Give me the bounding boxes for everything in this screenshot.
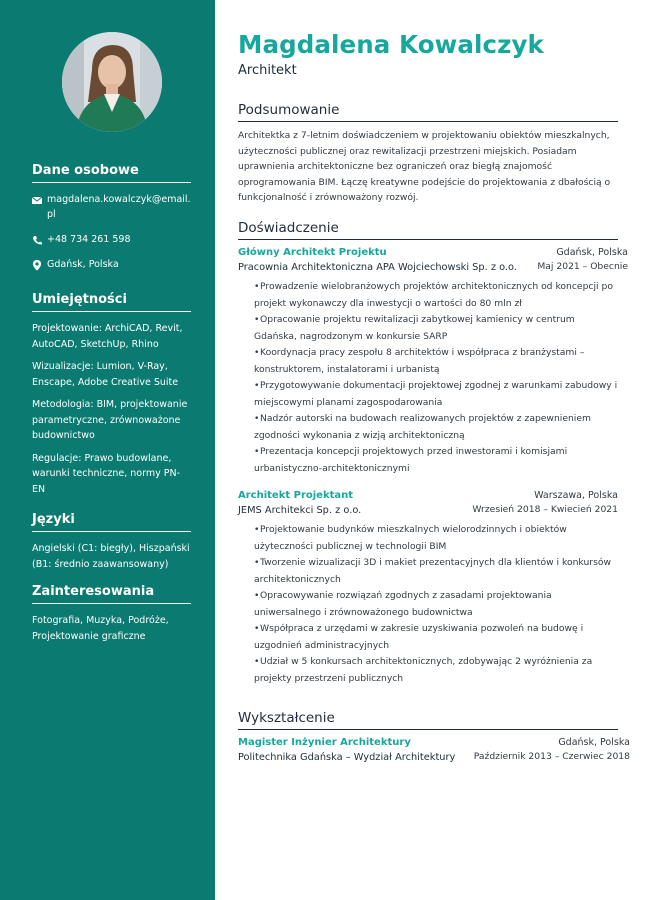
education-title: Wykształcenie — [238, 710, 618, 730]
education-section — [238, 710, 630, 765]
experience-section — [238, 220, 628, 687]
job-bullets — [238, 522, 618, 687]
job-location: Gdańsk, Polska — [556, 247, 628, 258]
job-title: Architekt Projektant — [238, 490, 354, 501]
languages-title: Języki — [32, 512, 191, 532]
bullet-item: •Opracowanie projektu rewitalizacji zabytkowej kamienicy w centrum Gdańska, nagrodzonym w konkursie SARP — [254, 314, 575, 342]
interests-section — [32, 584, 191, 651]
education-location: Gdańsk, Polska — [558, 737, 630, 748]
education-dates: Październik 2013 – Czerwiec 2018 — [473, 751, 630, 762]
education-entry — [238, 736, 630, 765]
degree-title: Magister Inżynier Architektury — [238, 737, 411, 748]
summary-title: Podsumowanie — [238, 102, 618, 122]
skills-section — [32, 292, 191, 504]
job-dates: Wrzesień 2018 – Kwiecień 2021 — [472, 504, 618, 515]
contact-title: Dane osobowe — [32, 163, 191, 183]
interests-title: Zainteresowania — [32, 584, 191, 604]
sidebar — [0, 0, 215, 900]
bullet-item: •Projektowanie budynków mieszkalnych wielorodzinnych i obiektów użyteczności publicznej w technologii BIM — [254, 524, 567, 552]
summary-section — [238, 102, 618, 206]
location-pin-icon — [32, 259, 42, 271]
company-name: Pracownia Architektoniczna APA Wojciechowski Sp. z o.o. — [238, 262, 517, 273]
phone-text: +48 734 261 598 — [47, 234, 131, 245]
job-title: Główny Architekt Projektu — [238, 247, 387, 258]
skill-item: Regulacje: Prawo budowlane, warunki techniczne, normy PN-EN — [32, 452, 181, 495]
job-bullets — [238, 279, 618, 477]
phone-icon — [32, 234, 42, 246]
avatar — [62, 32, 162, 132]
bullet-item: •Tworzenie wizualizacji 3D i makiet prezentacyjnych dla klientów i konkursów architektonicznych — [254, 557, 611, 585]
bullet-item: •Prezentacja koncepcji projektowych przed inwestorami i komisjami urbanistyczno-architektonicznymi — [254, 446, 568, 474]
skill-item: Projektowanie: ArchiCAD, Revit, AutoCAD, SketchUp, Rhino — [32, 323, 183, 350]
location-item — [32, 257, 191, 272]
bullet-item: •Nadzór autorski na budowach realizowanych projektów z zapewnieniem zgodności wykonania z wizją architektoniczną — [254, 413, 591, 441]
company-name: JEMS Architekci Sp. z o.o. — [238, 505, 362, 516]
summary-text: Architektka z 7-letnim doświadczeniem w projektowaniu obiektów mieszkalnych, użyteczności publicznej oraz rewitalizacji przestrzeni miejskich. Posiadam uprawnienia architektoniczne bez ograniczeń oraz biegłą znajomość oprogramowania BIM. Łączę kreatywne podejście do projektowania z dbałością o funkcjonalność i zrównoważony rozwój. — [238, 130, 611, 203]
bullet-item: •Współpraca z urzędami w zakresie uzyskiwania pozwoleń na budowę i uzgodnień administracyjnych — [254, 623, 584, 651]
job-entry — [238, 489, 618, 687]
skill-item: Wizualizacje: Lumion, V-Ray, Enscape, Adobe Creative Suite — [32, 361, 179, 388]
bullet-item: •Przygotowywanie dokumentacji projektowej zgodnej z warunkami zabudowy i miejscowymi planami zagospodarowania — [254, 380, 618, 408]
job-dates: Maj 2021 – Obecnie — [537, 261, 628, 272]
skills-title: Umiejętności — [32, 292, 191, 312]
skill-item: Metodologia: BIM, projektowanie parametryczne, zrównoważone budownictwo — [32, 399, 188, 441]
school-name: Politechnika Gdańska – Wydział Architektury — [238, 752, 456, 763]
full-name: Magdalena Kowalczyk — [238, 30, 544, 59]
location-text: Gdańsk, Polska — [47, 259, 119, 270]
bullet-item: •Prowadzenie wielobranżowych projektów architektonicznych od koncepcji po projekt wykonawczy dla inwestycji o wartości do 80 mln zł — [254, 281, 613, 309]
email-icon — [32, 194, 42, 206]
job-location: Warszawa, Polska — [534, 490, 618, 501]
contact-section — [32, 163, 191, 282]
bullet-item: •Opracowywanie rozwiązań zgodnych z zasadami projektowania uniwersalnego i zrównoważonego budownictwa — [254, 590, 552, 618]
languages-section — [32, 512, 191, 579]
bullet-item: •Koordynacja pracy zespołu 8 architektów i współpraca z branżystami – konstruktorem, instalatorami i urbanistą — [254, 347, 585, 375]
job-entry — [238, 246, 628, 477]
phone-item[interactable] — [32, 232, 191, 247]
email-text: magdalena.kowalczyk@email.pl — [47, 194, 191, 220]
interests-text: Fotografia, Muzyka, Podróże, Projektowanie graficzne — [32, 615, 169, 642]
experience-title: Doświadczenie — [238, 220, 618, 240]
languages-text: Angielski (C1: biegły), Hiszpański (B1: średnio zaawansowany) — [32, 543, 190, 570]
bullet-item: •Udział w 5 konkursach architektonicznych, zdobywając 2 wyróżnienia za projekty przestrzeni publicznych — [254, 656, 593, 684]
job-role: Architekt — [238, 63, 297, 78]
email-item[interactable] — [32, 192, 191, 222]
profile-photo — [62, 32, 162, 132]
